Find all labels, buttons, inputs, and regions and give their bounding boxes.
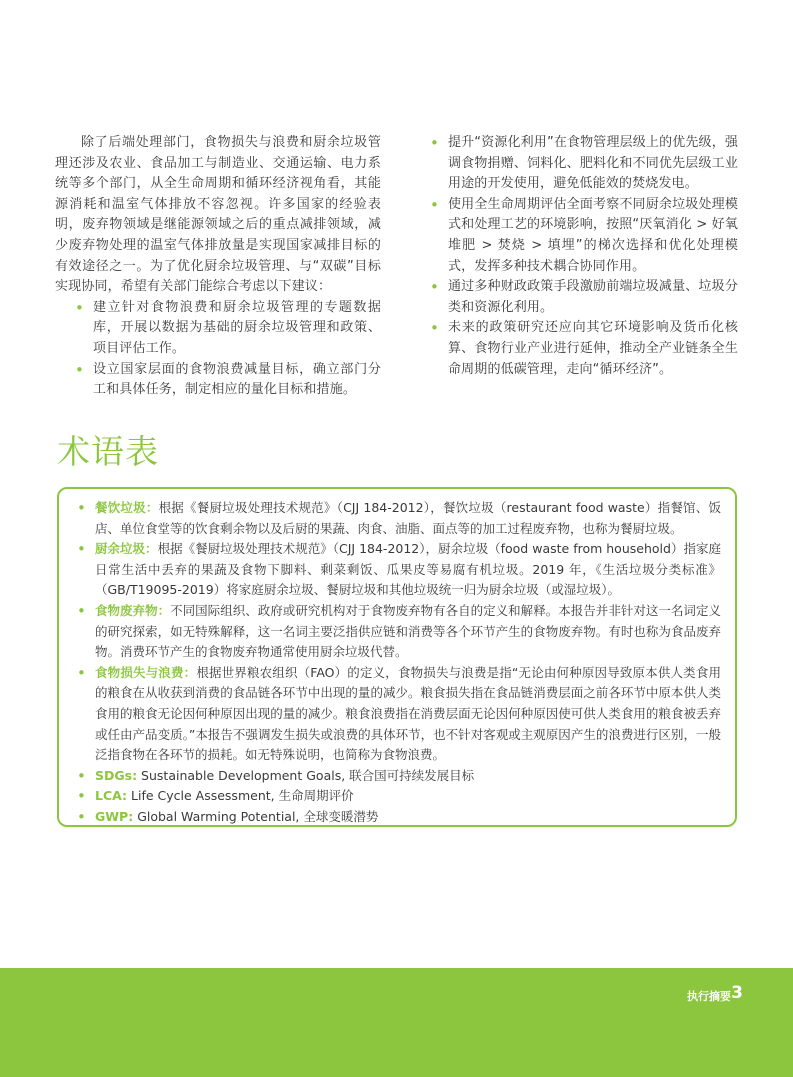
glossary-item xyxy=(73,539,721,601)
glossary-term: 餐饮垃圾： xyxy=(95,500,159,515)
list-item: • 设立国家层面的食物浪费减量目标，确立部门分工和具体任务，制定相应的量化目标和措施。 xyxy=(55,360,381,401)
glossary-term: GWP: xyxy=(95,808,134,824)
glossary-list xyxy=(73,498,721,828)
glossary-term: LCA: xyxy=(95,788,128,804)
glossary-definition: 不同国际组织、政府或研究机构对于食物废弃物有各自的定义和解释。本报告并非针对这一名词定义的研究探索，如无特殊解释，这一名词主要泛指供应链和消费等各个环节产生的食物废弃物。有时也称为食品废弃物。消费环节产生的食物废弃物通常使用厨余垃圾代替。 xyxy=(95,602,721,660)
glossary-box xyxy=(57,487,737,827)
glossary-term: 食物损失与浪费： xyxy=(95,664,197,680)
footer-bar xyxy=(0,968,793,1077)
glossary-definition: Global Warming Potential, 全球变暖潜势 xyxy=(133,808,379,824)
glossary-term: 食物废弃物： xyxy=(95,602,171,618)
glossary-item xyxy=(73,663,721,766)
glossary-item xyxy=(73,498,721,539)
section-label: 执行摘要 xyxy=(687,990,731,1003)
glossary-item xyxy=(73,786,721,807)
right-recommendation-list xyxy=(428,133,738,380)
glossary-term: 厨余垃圾： xyxy=(95,541,158,557)
page-number: 3 xyxy=(731,983,743,1003)
glossary-item xyxy=(73,601,721,663)
glossary-definition: 根据《餐厨垃圾处理技术规范》（CJJ 184-2012），餐饮垃圾（restaurant food waste）指餐馆、饭店、单位食堂等的饮食剩余物以及后厨的果蔬、肉食、油脂、面点等的加工过程废弃物，也称为餐厨垃圾。 xyxy=(95,500,721,536)
glossary-definition: 根据《餐厨垃圾处理技术规范》（CJJ 184-2012），厨余垃圾（food waste from household）指家庭日常生活中丢弃的果蔬及食物下脚料、剩菜剩饭、瓜果皮等易腐有机垃圾。2019 年，《生活垃圾分类标准》（GB/T19095-2019）将家庭厨余垃圾、餐厨垃圾和其他垃圾统一归为厨余垃圾（或湿垃圾）。 xyxy=(95,541,721,598)
glossary-definition: Sustainable Development Goals, 联合国可持续发展目标 xyxy=(137,767,475,783)
list-item: • 未来的政策研究还应向其它环境影响及货币化核算、食物行业产业进行延伸，推动全产业链条全生命周期的低碳管理，走向“循环经济”。 xyxy=(428,318,738,380)
left-column xyxy=(55,133,381,401)
list-item: • 使用全生命周期评估全面考察不同厨余垃圾处理模式和处理工艺的环境影响，按照“厌氧消化 > 好氧堆肥 > 焚烧 > 填埋”的梯次选择和优化处理模式，发挥多种技术耦合协同作用。 xyxy=(428,195,738,277)
list-item: • 通过多种财政政策手段激励前端垃圾减量、垃圾分类和资源化利用。 xyxy=(428,277,738,318)
right-column xyxy=(428,133,738,380)
intro-paragraph: 除了后端处理部门，食物损失与浪费和厨余垃圾管理还涉及农业、食品加工与制造业、交通运输、电力系统等多个部门，从全生命周期和循环经济视角看，其能源消耗和温室气体排放不容忽视。许多国家的经验表明，废弃物领域是继能源领域之后的重点减排领域，减少废弃物处理的温室气体排放量是实现国家减排目标的有效途径之一。为了优化厨余垃圾管理、与“双碳”目标实现协同，希望有关部门能综合考虑以下建议： xyxy=(55,135,381,295)
glossary-title: 术语表 xyxy=(57,432,159,471)
glossary-definition: Life Cycle Assessment, 生命周期评价 xyxy=(127,788,354,804)
glossary-item xyxy=(73,807,721,828)
glossary-item xyxy=(73,766,721,787)
list-item: • 提升“资源化利用”在食物管理层级上的优先级，强调食物捐赠、饲料化、肥料化和不同优先层级工业用途的开发使用，避免低能效的焚烧发电。 xyxy=(428,133,738,195)
glossary-term: SDGs: xyxy=(95,767,138,783)
list-item: • 建立针对食物浪费和厨余垃圾管理的专题数据库，开展以数据为基础的厨余垃圾管理和政策、项目评估工作。 xyxy=(55,298,381,360)
left-recommendation-list xyxy=(55,298,381,401)
glossary-definition: 根据世界粮农组织（FAO）的定义，食物损失与浪费是指“无论由何种原因导致原本供人类食用的粮食在从收获到消费的食品链各环节中出现的量的减少。粮食损失指在食品链消费层面之前各环节中原本供人类食用的粮食无论因何种原因出现的量的减少。粮食浪费指在消费层面无论因何种原因使可供人类食用的粮食被丢弃或任由产品变质。”本报告不强调发生损失或浪费的具体环节，也不针对客观或主观原因产生的浪费进行区别，一般泛指食物在各环节的损耗。如无特殊说明，也简称为食物浪费。 xyxy=(95,664,721,763)
